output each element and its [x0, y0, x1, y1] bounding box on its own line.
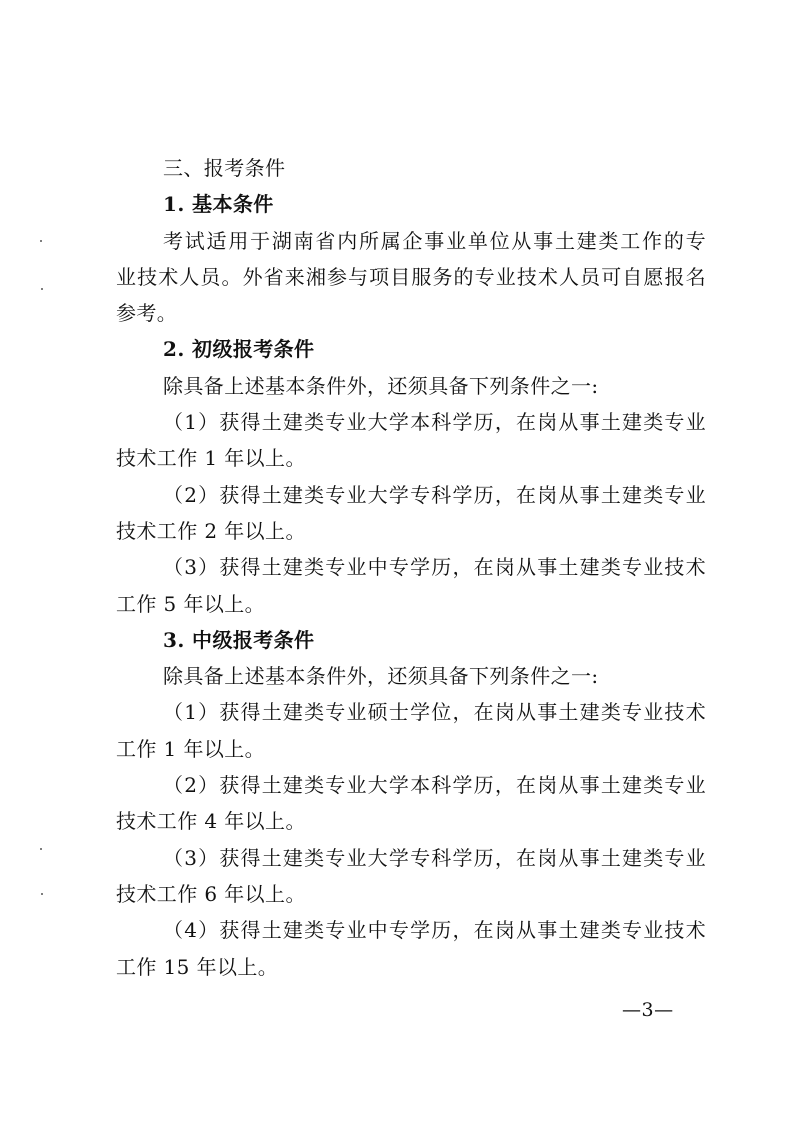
intermediate-item-2-line2: 技术工作 4 年以上。 [116, 809, 306, 834]
basic-conditions-heading: 1. 基本条件 [163, 192, 274, 217]
page-number: —3— [622, 999, 674, 1021]
paragraph-line: 考试适用于湖南省内所属企事业单位从事土建类工作的专 [163, 228, 706, 253]
junior-intro: 除具备上述基本条件外，还须具备下列条件之一: [163, 373, 599, 398]
intermediate-item-2-line1: （2）获得土建类专业大学本科学历，在岗从事土建类专业 [163, 773, 706, 798]
scan-speck [41, 288, 43, 290]
intermediate-item-1-line1: （1）获得土建类专业硕士学位，在岗从事土建类专业技术 [163, 700, 706, 725]
junior-item-2-line1: （2）获得土建类专业大学专科学历，在岗从事土建类专业 [163, 482, 706, 507]
intermediate-conditions-heading: 3. 中级报考条件 [163, 627, 315, 652]
intermediate-item-4-line1: （4）获得土建类专业中专学历，在岗从事土建类专业技术 [163, 918, 706, 943]
section-title: 三、报考条件 [163, 156, 286, 180]
junior-item-2-line2: 技术工作 2 年以上。 [116, 518, 306, 543]
junior-item-1-line2: 技术工作 1 年以上。 [116, 446, 306, 471]
junior-item-3-line2: 工作 5 年以上。 [116, 591, 266, 616]
junior-conditions-heading: 2. 初级报考条件 [163, 337, 315, 362]
scan-speck [40, 240, 42, 242]
intermediate-item-3-line2: 技术工作 6 年以上。 [116, 881, 306, 906]
intermediate-item-4-line2: 工作 15 年以上。 [116, 954, 279, 979]
page-body [116, 150, 706, 985]
paragraph-line: 参考。 [116, 301, 178, 326]
intermediate-intro: 除具备上述基本条件外，还须具备下列条件之一: [163, 664, 599, 689]
junior-item-1-line1: （1）获得土建类专业大学本科学历，在岗从事土建类专业 [163, 410, 706, 435]
paragraph-line: 业技术人员。外省来湘参与项目服务的专业技术人员可自愿报名 [116, 264, 706, 289]
intermediate-item-3-line1: （3）获得土建类专业大学专科学历，在岗从事土建类专业 [163, 845, 706, 870]
junior-item-3-line1: （3）获得土建类专业中专学历，在岗从事土建类专业技术 [163, 555, 706, 580]
scan-speck [41, 893, 43, 895]
intermediate-item-1-line2: 工作 1 年以上。 [116, 736, 266, 761]
scan-speck [40, 848, 42, 850]
